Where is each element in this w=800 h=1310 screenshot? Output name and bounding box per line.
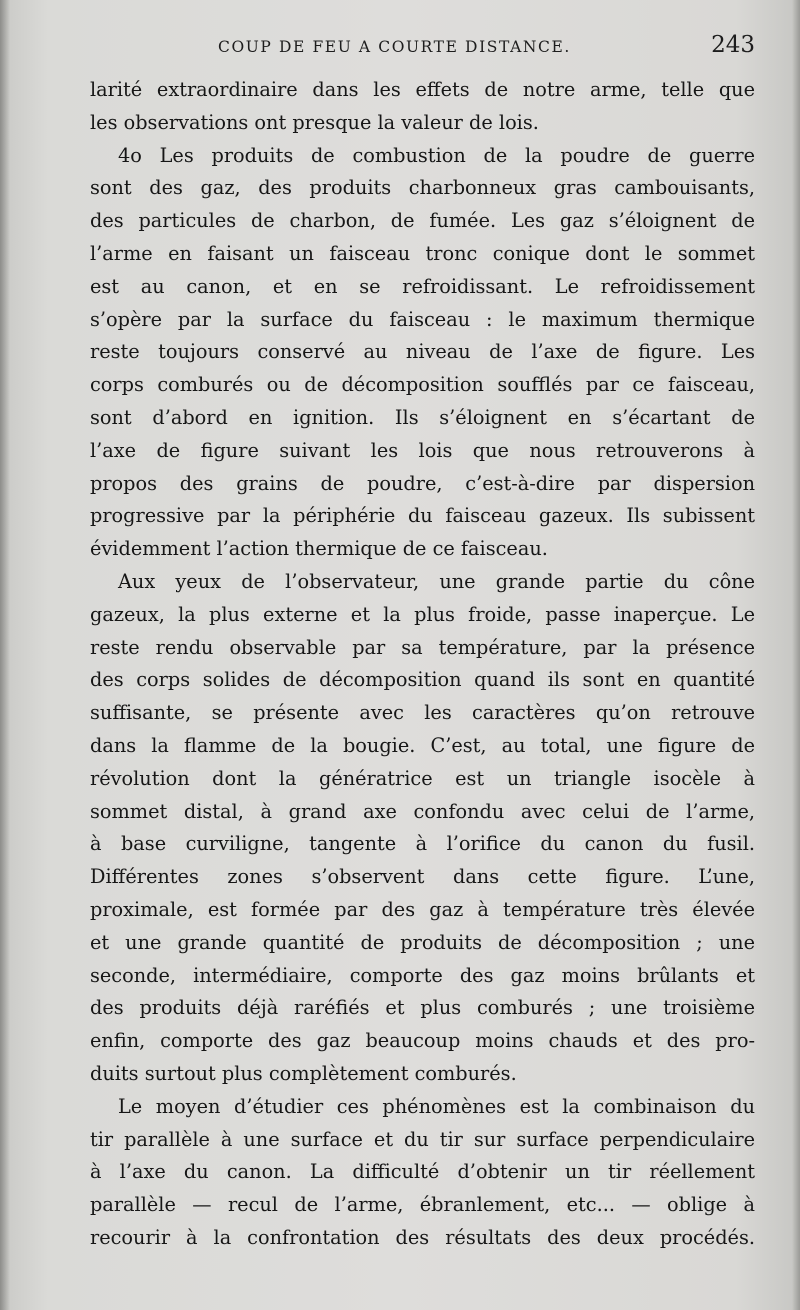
text-line: des particules de charbon, de fumée. Les gaz s’éloignent de: [90, 209, 755, 233]
body-text: [90, 74, 755, 1255]
text-line: est au canon, et en se refroidissant. Le refroidissement: [90, 274, 755, 298]
text-line: révolution dont la génératrice est un triangle isocèle à: [90, 766, 755, 790]
text-line: reste toujours conservé au niveau de l’axe de figure. Les: [90, 340, 755, 364]
text-line: reste rendu observable par sa température, par la présence: [90, 635, 755, 659]
text-line: des corps solides de décomposition quand ils sont en quantité: [90, 668, 755, 692]
text-line: sont des gaz, des produits charbonneux gras cambouisants,: [90, 176, 755, 200]
text-line: s’opère par la surface du faisceau : le maximum thermique: [90, 307, 755, 331]
text-line: Différentes zones s’observent dans cette figure. L’une,: [90, 865, 755, 889]
text-line: duits surtout plus complètement comburés.: [90, 1061, 517, 1085]
text-line: sommet distal, à grand axe confondu avec celui de l’arme,: [90, 799, 755, 823]
text-line: à base curviligne, tangente à l’orifice du canon du fusil.: [90, 832, 755, 856]
text-line: Le moyen d’étudier ces phénomènes est la combinaison du: [118, 1094, 755, 1118]
text-line: seconde, intermédiaire, comporte des gaz moins brûlants et: [90, 963, 755, 987]
text-line: et une grande quantité de produits de décomposition ; une: [90, 930, 755, 954]
text-line: recourir à la confrontation des résultats des deux procédés.: [90, 1225, 755, 1249]
text-line: tir parallèle à une surface et du tir sur surface perpendiculaire: [90, 1127, 755, 1151]
text-line: gazeux, la plus externe et la plus froide, passe inaperçue. Le: [90, 602, 755, 626]
text-line: corps comburés ou de décomposition soufflés par ce faisceau,: [90, 373, 755, 397]
text-line: à l’axe du canon. La difficulté d’obtenir un tir réellement: [90, 1160, 755, 1184]
text-line: les observations ont presque la valeur de lois.: [90, 110, 539, 134]
text-line: évidemment l’action thermique de ce faisceau.: [90, 537, 548, 561]
running-title: COUP DE FEU A COURTE DISTANCE.: [218, 38, 571, 56]
text-line: 4o Les produits de combustion de la poudre de guerre: [118, 143, 755, 167]
page-number: 243: [711, 32, 755, 58]
text-line: des produits déjà raréfiés et plus comburés ; une troisième: [90, 996, 755, 1020]
text-line: parallèle — recul de l’arme, ébranlement, etc... — oblige à: [90, 1193, 755, 1217]
text-line: dans la flamme de la bougie. C’est, au total, une figure de: [90, 733, 755, 757]
text-line: suffisante, se présente avec les caractères qu’on retrouve: [90, 701, 755, 725]
text-line: sont d’abord en ignition. Ils s’éloignent en s’écartant de: [90, 405, 755, 429]
text-line: Aux yeux de l’observateur, une grande partie du cône: [118, 569, 755, 593]
text-line: l’axe de figure suivant les lois que nous retrouverons à: [90, 438, 755, 462]
text-line: propos des grains de poudre, c’est-à-dire par dispersion: [90, 471, 755, 495]
text-line: proximale, est formée par des gaz à température très élevée: [90, 897, 755, 921]
text-line: larité extraordinaire dans les effets de notre arme, telle que: [90, 78, 755, 101]
running-header: [90, 32, 755, 62]
text-line: enfin, comporte des gaz beaucoup moins chauds et des pro-: [90, 1029, 755, 1053]
text-line: l’arme en faisant un faisceau tronc conique dont le sommet: [90, 241, 755, 265]
text-line: progressive par la périphérie du faisceau gazeux. Ils subissent: [90, 504, 755, 528]
